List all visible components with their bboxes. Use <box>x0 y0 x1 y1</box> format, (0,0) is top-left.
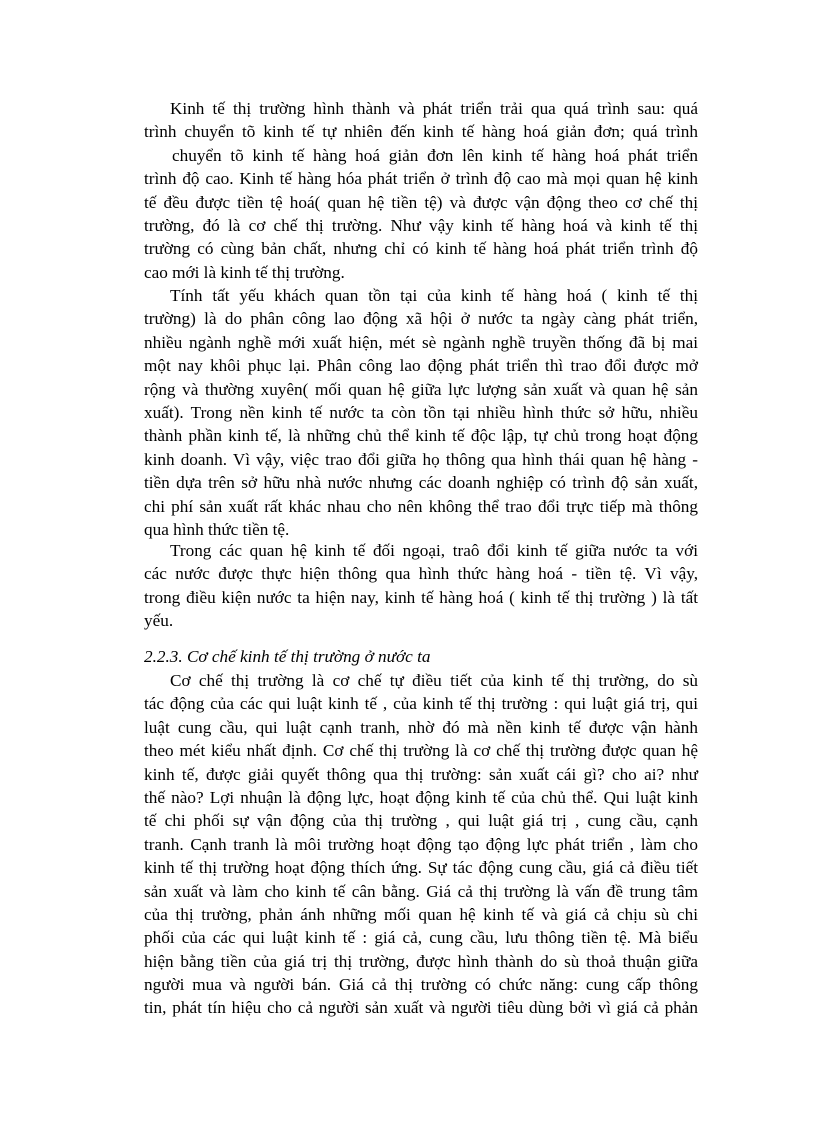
section-heading: 2.2.3. Cơ chế kinh tế thị trường ở nước ta <box>144 647 431 666</box>
text-line: thành phần kinh tế, là những chủ thể kinh tế độc lập, tự chủ trong hoạt động <box>144 426 698 446</box>
text-line: chuyển tõ kinh tế hàng hoá giản đơn lên kinh tế hàng hoá phát triển <box>172 145 698 165</box>
text-line: Cơ chế thị trường là cơ chế tự điều tiết của kinh tế thị trường, do sù <box>170 671 698 690</box>
text-line: kinh tế, được giải quyết thông qua thị trường: sản xuất cái gì? cho ai? như <box>144 764 698 784</box>
text-line: tế đều được tiền tệ hoá( quan hệ tiền tệ) và được vận động theo cơ chế thị <box>144 192 698 212</box>
text-line: một nay khôi phục lại. Phân công lao động phát triển thì trao đổi được mở <box>144 356 698 376</box>
text-line: kinh doanh. Vì vậy, việc trao đổi giữa họ thông qua hình thái quan hệ hàng - <box>144 449 698 469</box>
text-line: các nước được thực hiện thông qua hình thức hàng hoá - tiền tệ. Vì vậy, <box>144 564 698 584</box>
text-line: trong điều kiện nước ta hiện nay, kinh tế hàng hoá ( kinh tế thị trường ) là tất <box>144 587 698 607</box>
text-line: tranh. Cạnh tranh là môi trường hoạt động tạo động lực phát triển , làm cho <box>144 834 698 854</box>
text-line: rộng và thường xuyên( mối quan hệ giữa lực lượng sản xuất và quan hệ sản <box>144 379 698 399</box>
text-line: nhiều ngành nghề mới xuất hiện, mét sè ngành nghề truyền thống đã bị mai <box>144 332 698 352</box>
text-line: tế chi phối sự vận động của thị trường , qui luật giá trị , cung cầu, cạnh <box>144 811 698 831</box>
text-line: theo mét kiểu nhất định. Cơ chế thị trường là cơ chế thị trường được quan hệ <box>144 741 698 761</box>
text-line: thế nào? Lợi nhuận là động lực, hoạt động kinh tế của chủ thể. Qui luật kinh <box>144 787 698 807</box>
text-line: tin, phát tín hiệu cho cả người sản xuất và người tiêu dùng bởi vì giá cả phản <box>144 998 698 1018</box>
text-line: hiện bằng tiền của giá trị thị trường, được hình thành do sù thoả thuận giữa <box>144 951 698 971</box>
text-line: chi phí sản xuất rất khác nhau cho nên không thể trao đổi trực tiếp mà thông <box>144 496 698 516</box>
text-line: cao mới là kinh tế thị trường. <box>144 262 345 282</box>
text-line: Tính tất yếu khách quan tồn tại của kinh tế hàng hoá ( kinh tế thị <box>170 286 698 305</box>
text-line: trường có cùng bản chất, nhưng chỉ có kinh tế hàng hoá phát triển trình độ <box>144 239 698 259</box>
text-line: trình độ cao. Kinh tế hàng hóa phát triển ở trình độ cao mà mọi quan hệ kinh <box>144 169 698 189</box>
text-line: Kinh tế thị trường hình thành và phát triển trải qua quá trình sau: quá <box>170 99 698 118</box>
text-line: luật cung cầu, qui luật cạnh tranh, nhờ đó mà nền kinh tế được vận hành <box>144 717 698 737</box>
text-line: trình chuyển tõ kinh tế tự nhiên đến kinh tế hàng hoá giản đơn; quá trình <box>144 122 698 142</box>
text-line: của thị trường, phản ánh những mối quan hệ kinh tế và giá cả chịu sù chi <box>144 904 698 924</box>
paragraph-market-mechanism <box>144 669 698 1020</box>
text-line: trường) là do phân công lao động xã hội ở nước ta ngày càng phát triển, <box>144 309 698 329</box>
text-line: kinh tế thị trường hoạt động thích ứng. Sự tác động cung cầu, giá cả điều tiết <box>144 858 698 878</box>
text-line: tiền dựa trên sở hữu nhà nước nhưng các doanh nghiệp có trình độ sản xuất, <box>144 473 698 493</box>
text-line: phối của các qui luật kinh tế : giá cả, cung cầu, lưu thông tiền tệ. Mà biểu <box>144 928 698 948</box>
text-line: tác động của các qui luật kinh tế , của kinh tế thị trường : qui luật giá trị, qui <box>144 694 698 714</box>
paragraph-necessity-of-commodity-economy <box>144 284 698 541</box>
paragraph-market-economy-formation <box>144 97 698 284</box>
text-line: Trong các quan hệ kinh tế đối ngoại, traô đổi kinh tế giữa nước ta với <box>170 541 698 560</box>
text-line: yếu. <box>144 611 174 631</box>
paragraph-foreign-economic-relations <box>144 539 698 633</box>
text-line: sản xuất và làm cho kinh tế cân bằng. Giá cả thị trường là vấn đề trung tâm <box>144 881 698 901</box>
text-line: qua hình thức tiền tệ. <box>144 519 290 539</box>
text-line: xuất). Trong nền kinh tế nước ta còn tồn tại nhiều hình thức sở hữu, nhiều <box>144 402 698 422</box>
text-line: trường, đó là cơ chế thị trường. Như vậy kinh tế hàng hoá và kinh tế thị <box>144 215 698 235</box>
text-line: người mua và người bán. Giá cả thị trường có chức năng: cung cấp thông <box>144 975 698 995</box>
